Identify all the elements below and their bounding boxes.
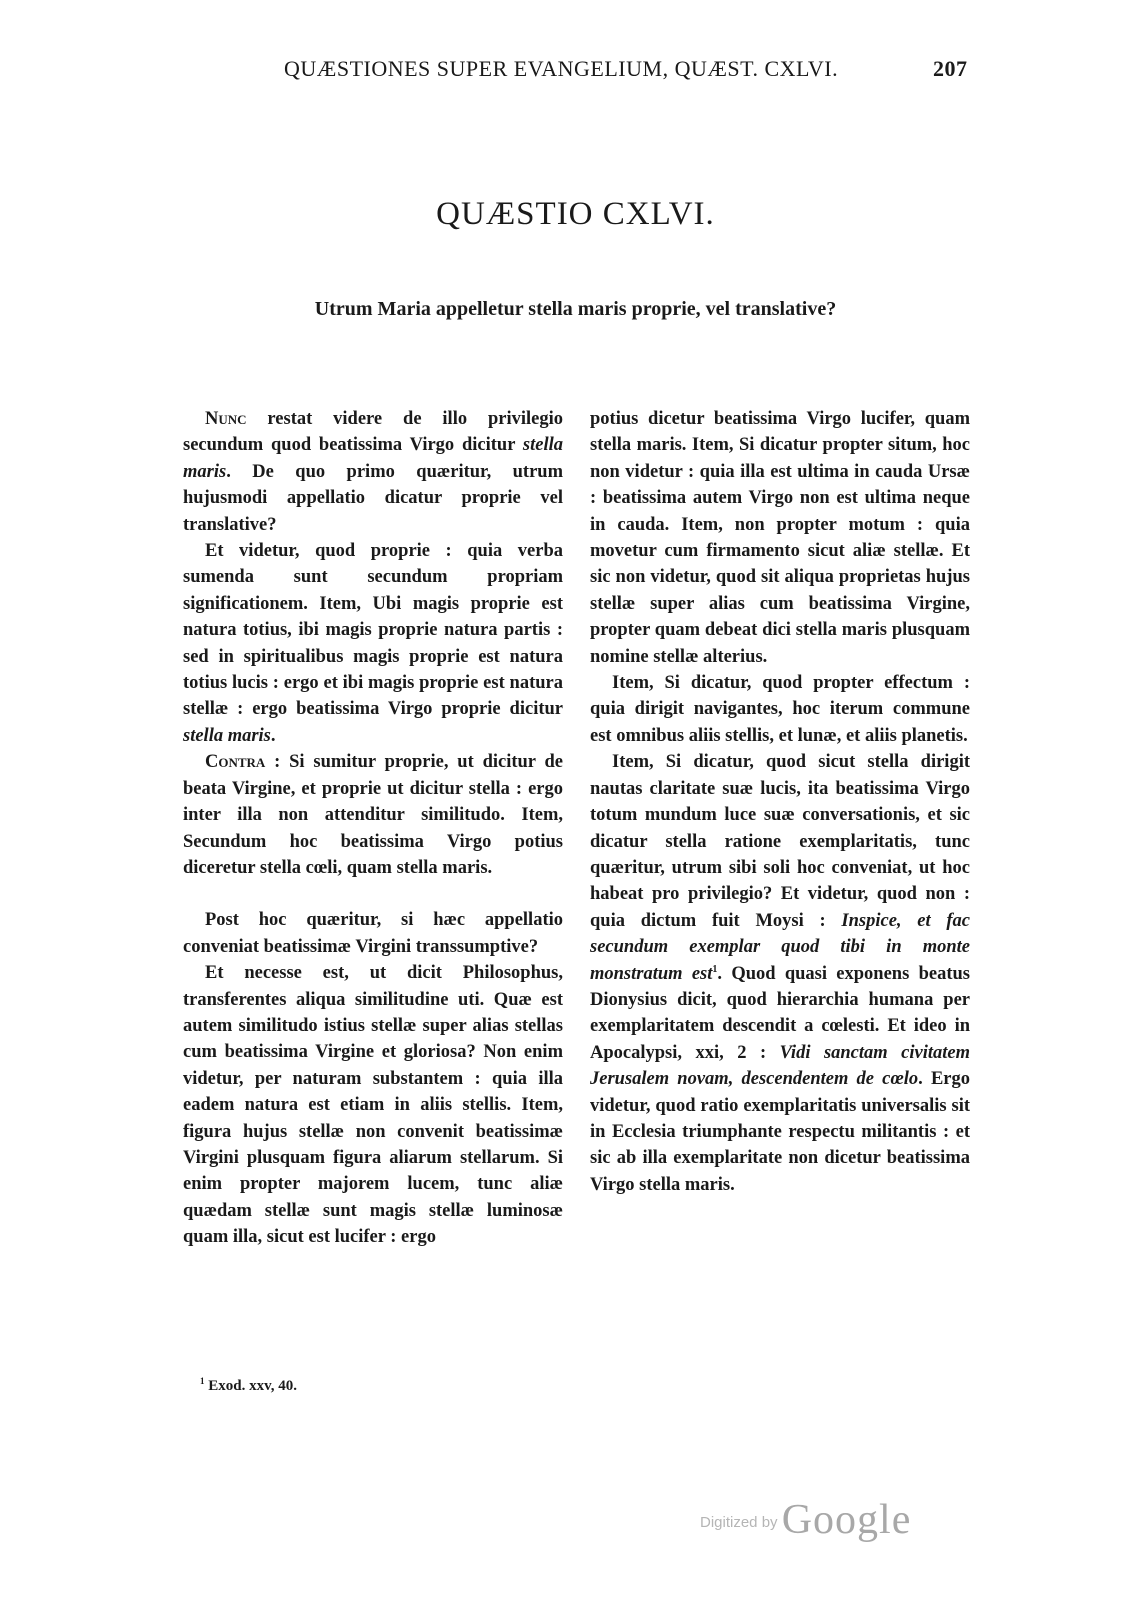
paragraph [183,538,563,749]
page-number: 207 [933,56,968,81]
question-title: QUÆSTIO CXLVI. [436,196,715,232]
text-run: Et videtur, quod proprie : quia verba sumenda sunt secundum propriam significationem. Item, Ubi magis proprie est natura totius, ibi magis proprie natura partis : sed in spiritualibus magis proprie est natura totius lucis : ergo et ibi magis proprie est natura stellæ : ergo beatissima Virgo proprie dicitur [183,541,563,720]
initial-word: Nunc [205,409,247,429]
running-head-title: QUÆSTIONES SUPER EVANGELIUM, QUÆST. CXLVI. [284,56,839,81]
footnote [200,1378,297,1395]
text-run: . Quod quasi exponens beatus Dionysius dicit, quod hierarchia humana per exemplaritatem descendit a cœlesti. Et ideo in Apocalypsi, xxi, 2 : [590,963,970,1063]
italic-run: stella maris [183,435,563,482]
footnote-text: Exod. xxv, 40. [204,1378,298,1394]
italic-run: stella maris [183,725,271,746]
right-column [590,406,970,1198]
footnote-marker: 1 [200,1376,205,1386]
digitized-watermark [700,1496,911,1544]
paragraph [183,406,563,538]
text-run: Item, Si dicatur, quod sicut stella dirigit nautas claritate suæ lucis, ita beatissima Virgo totum mundum luce suæ conversationis, et sic dicatur stella ratione exemplaritatis, tunc quæritur, utrum sibi soli hoc conveniat, ut hoc habeat pro privilegio? Et videtur, quod non : quia dictum fuit Moysi : [590,752,970,931]
left-column [183,406,563,1251]
paragraph [590,749,970,1198]
paragraph: Item, Si dicatur, quod propter effectum : quia dirigit navigantes, hoc iterum commune est omnibus aliis stellis, et lunæ, et aliis planetis. [590,673,970,746]
contra-word: Contra [205,752,266,773]
text-run: . Ergo videtur, quod ratio exemplaritatis universalis sit in Ecclesia triumphante respectu militantis : et sic ab illa exemplaritate non dicetur beatissima Virgo stella maris. [590,1069,970,1195]
paragraph: Post hoc quæritur, si hæc appellatio conveniat beatissimæ Virgini transsumptive? [183,910,563,957]
paragraph: potius dicetur beatissima Virgo lucifer, quam stella maris. Item, Si dicatur propter situm, hoc non videtur : quia illa est ultima in cauda Ursæ : beatissima autem Virgo non est ultima neque in cauda. Item, non propter motum : quia movetur cum firmamento sicut aliæ stellæ. Et sic non videtur, quod sit aliqua proprietas hujus stellæ super alias cum beatissima Virgine, propter quam debeat dici stella maris plusquam nomine stellæ alterius. [590,409,970,667]
google-logo: Google [781,1497,912,1543]
text-run: : Si sumitur proprie, ut dicitur de beata Virgine, et proprie ut dicitur stella : ergo inter illa non attenditur similitudo. Item, Secundum hoc beatissima Virgo potius diceretur stella cœli, quam stella maris. [183,752,563,878]
paragraph: Et necesse est, ut dicit Philosophus, transferentes aliqua similitudine uti. Quæ est autem similitudo istius stellæ super alias stellas cum beatissima Virgine et gloriosa? Non enim videtur, per naturam substantem : quia illa eadem natura est etiam in aliis stellis. Item, figura hujus stellæ non convenit beatissimæ Virgini plusquam figura aliarum stellarum. Si enim propter majorem lucem, tunc aliæ quædam stellæ sunt magis stellæ luminosæ quam illa, sicut est lucifer : ergo [183,963,563,1248]
text-run: . [270,725,276,746]
text-run: restat videre de illo privilegio secundum quod beatissima Virgo dicitur [183,409,563,456]
text-run: . De quo primo quæritur, utrum hujusmodi appellatio dicatur proprie vel translative? [183,461,563,535]
footnote-ref: 1 [712,963,718,975]
italic-run: Inspice, et fac secundum exemplar quod tibi in monte monstratum est [590,910,970,984]
italic-run: Vidi sanctam civitatem Jerusalem novam, descendentem de cœlo [590,1042,970,1090]
paragraph [183,749,563,881]
watermark-prefix: Digitized by [700,1514,782,1531]
question-subtitle: Utrum Maria appelletur stella maris proprie, vel translative? [314,298,837,320]
